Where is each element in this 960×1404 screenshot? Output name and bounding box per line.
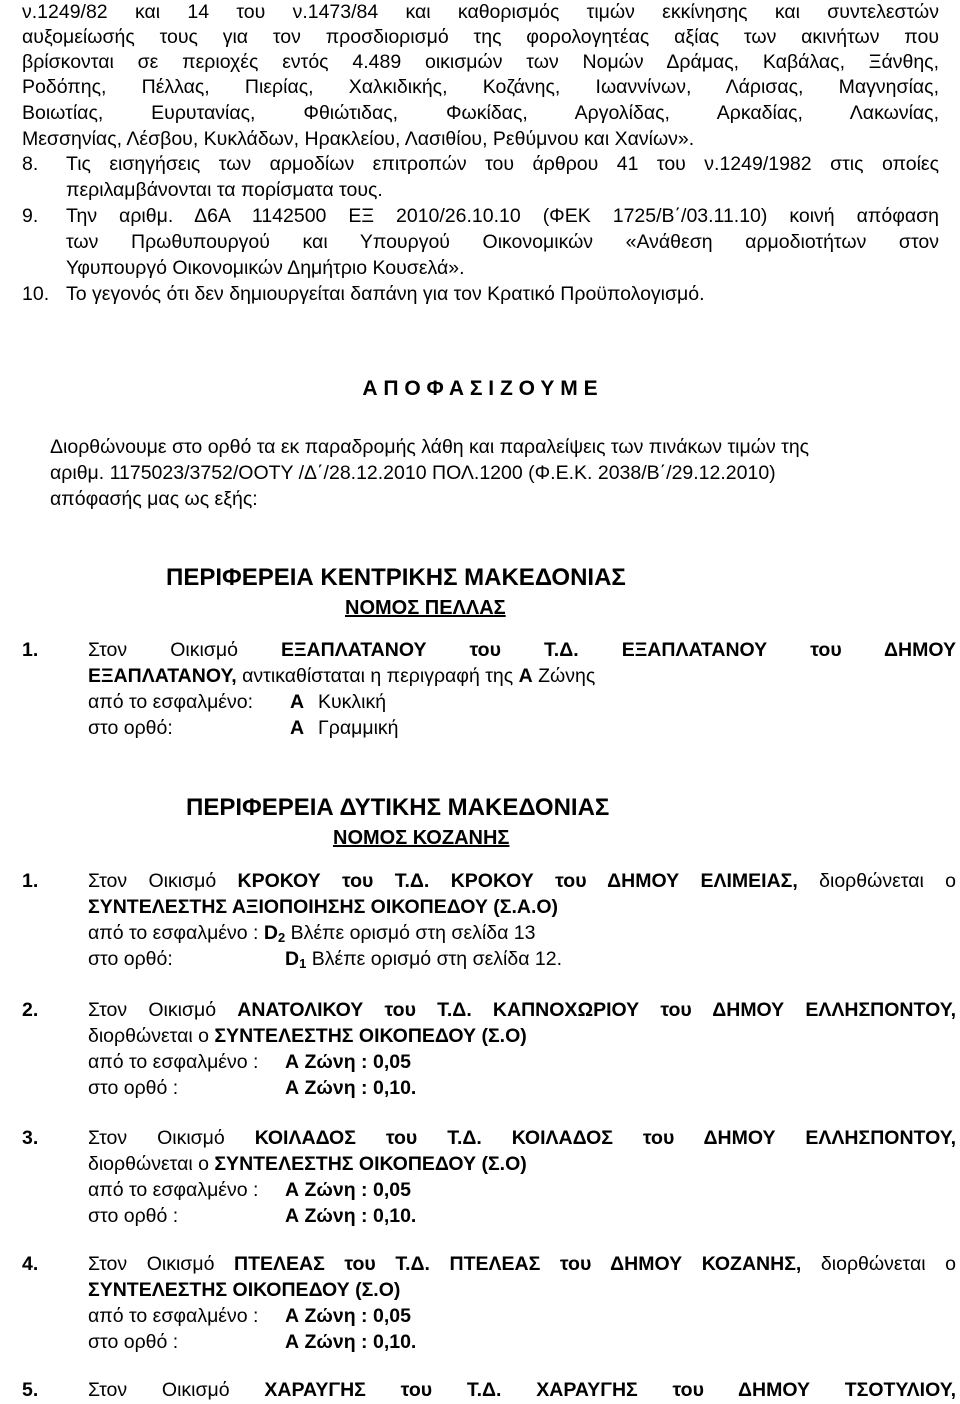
right-value: $D_1$ Βλέπε ορισμό στη σελίδα 12. — [285, 948, 563, 971]
item-text: Το γεγονός ότι δεν δημιουργείται δαπάνη για τον Κρατικό Προϋπολογισμό. — [66, 283, 705, 305]
entry-number: 4. — [22, 1253, 39, 1275]
intro-line: Ροδόπης, Πέλλας, Πιερίας, Χαλκιδικής, Κοζάνης, Ιωαννίνων, Λάρισας, Μαγνησίας, — [22, 76, 939, 98]
decision-text: αριθμ. 1175023/3752/ΟΟΤΥ /Δ΄/28.12.2010 ΠΟΛ.1200 (Φ.Ε.Κ. 2038/Β΄/29.12.2010) — [50, 462, 776, 484]
item-text: περιλαμβάνονται τα πορίσματα τους. — [66, 179, 383, 201]
item-number: 8. — [22, 153, 39, 175]
right-zone: Α — [290, 717, 305, 739]
entry-line: ΣΥΝΤΕΛΕΣΤΗΣ ΟΙΚΟΠΕΔΟΥ (Σ.Ο) — [88, 1279, 401, 1301]
wrong-zone: Α — [290, 691, 305, 713]
entry-number: 1. — [22, 639, 39, 661]
intro-line: Μεσσηνίας, Λέσβου, Κυκλάδων, Ηρακλείου, Λασιθίου, Ρεθύμνου και Χανίων». — [22, 128, 695, 150]
wrong-value: Α Ζώνη : 0,05 — [285, 1179, 411, 1201]
wrong-line: από το εσφαλμένο : $D_2$ Βλέπε ορισμό στη σελίδα 13 — [88, 922, 536, 945]
right-value: Γραμμική — [318, 717, 399, 739]
entry-line: Στον Οικισμό ΚΟΙΛΑΔΟΣ του Τ.Δ. ΚΟΙΛΑΔΟΣ του ΔΗΜΟΥ ΕΛΛΗΣΠΟΝΤΟΥ, — [88, 1127, 957, 1149]
intro-line: ν.1249/82 και 14 του ν.1473/84 και καθορισμός τιμών εκκίνησης και συντελεστών — [22, 1, 939, 23]
item-text: Υφυπουργό Οικονομικών Δημήτριο Κουσελά». — [66, 257, 465, 279]
entry-line: ΕΞΑΠΛΑΤΑΝΟΥ, αντικαθίσταται η περιγραφή της Α Ζώνης — [88, 665, 596, 687]
entry-number: 2. — [22, 999, 39, 1021]
entry-line: Στον Οικισμό ΚΡΟΚΟΥ του Τ.Δ. ΚΡΟΚΟΥ του ΔΗΜΟΥ ΕΛΙΜΕΙΑΣ, διορθώνεται ο — [88, 870, 957, 892]
wrong-label: από το εσφαλμένο : — [88, 1305, 259, 1327]
entry-line: Στον Οικισμό ΑΝΑΤΟΛΙΚΟΥ του Τ.Δ. ΚΑΠΝΟΧΩΡΙΟΥ του ΔΗΜΟΥ ΕΛΛΗΣΠΟΝΤΟΥ, — [88, 999, 956, 1021]
region-title: ΠΕΡΙΦΕΡΕΙΑ ΚΕΝΤΡΙΚΗΣ ΜΑΚΕΔΟΝΙΑΣ — [166, 564, 626, 591]
decision-text: απόφασής μας ως εξής: — [50, 488, 258, 510]
entry-number: 3. — [22, 1127, 39, 1149]
right-value: Α Ζώνη : 0,10. — [285, 1331, 417, 1353]
intro-line: Βοιωτίας, Ευρυτανίας, Φθιώτιδας, Φωκίδας, Αργολίδας, Αρκαδίας, Λακωνίας, — [22, 102, 939, 124]
wrong-value: Α Ζώνη : 0,05 — [285, 1305, 411, 1327]
item-text: Τις εισηγήσεις των αρμοδίων επιτροπών του άρθρου 41 του ν.1249/1982 στις οποίες — [66, 153, 939, 175]
right-value: Α Ζώνη : 0,10. — [285, 1077, 417, 1099]
prefecture-title: ΝΟΜΟΣ ΚΟΖΑΝΗΣ — [333, 827, 510, 849]
item-text: Την αριθμ. Δ6Α 1142500 ΕΞ 2010/26.10.10 (ΦΕΚ 1725/Β΄/03.11.10) κοινή απόφαση — [66, 205, 939, 227]
entry-line: διορθώνεται ο ΣΥΝΤΕΛΕΣΤΗΣ ΟΙΚΟΠΕΔΟΥ (Σ.Ο) — [88, 1025, 527, 1047]
entry-line: ΣΥΝΤΕΛΕΣΤΗΣ ΑΞΙΟΠΟΙΗΣΗΣ ΟΙΚΟΠΕΔΟΥ (Σ.Α.Ο) — [88, 896, 559, 918]
right-value: Α Ζώνη : 0,10. — [285, 1205, 417, 1227]
wrong-value: Α Ζώνη : 0,05 — [285, 1051, 411, 1073]
decision-heading: Α Π Ο Φ Α Σ Ι Ζ Ο Υ Μ Ε — [362, 377, 598, 400]
wrong-label: από το εσφαλμένο : — [88, 1051, 259, 1073]
right-label: στο ορθό : — [88, 1205, 179, 1227]
wrong-label: από το εσφαλμένο : — [88, 1179, 259, 1201]
wrong-value: Κυκλική — [318, 691, 387, 713]
intro-line: βρίσκονται σε περιοχές εντός 4.489 οικισμών των Νομών Δράμας, Καβάλας, Ξάνθης, — [22, 51, 939, 73]
entry-line: διορθώνεται ο ΣΥΝΤΕΛΕΣΤΗΣ ΟΙΚΟΠΕΔΟΥ (Σ.Ο) — [88, 1153, 527, 1175]
prefecture-title: ΝΟΜΟΣ ΠΕΛΛΑΣ — [345, 597, 506, 619]
right-label: στο ορθό : — [88, 1331, 179, 1353]
wrong-label: από το εσφαλμένο: — [88, 691, 254, 713]
entry-number: 1. — [22, 870, 39, 892]
item-number: 9. — [22, 205, 39, 227]
entry-number: 5. — [22, 1379, 39, 1401]
decision-text: Διορθώνουμε στο ορθό τα εκ παραδρομής λάθη και παραλείψεις των πινάκων τιμών της — [50, 436, 810, 458]
intro-line: αυξομείωσής τους για τον προσδιορισμό της φορολογητέας αξίας των ακινήτων που — [22, 26, 939, 48]
right-label: στο ορθό : — [88, 1077, 179, 1099]
right-label: στο ορθό: — [88, 948, 173, 970]
entry-line: Στον Οικισμό ΕΞΑΠΛΑΤΑΝΟΥ του Τ.Δ. ΕΞΑΠΛΑΤΑΝΟΥ του ΔΗΜΟΥ — [88, 639, 956, 661]
item-text: των Πρωθυπουργού και Υπουργού Οικονομικών «Ανάθεση αρμοδιοτήτων στον — [66, 231, 939, 253]
item-number: 10. — [22, 283, 50, 305]
entry-line: Στον Οικισμό ΠΤΕΛΕΑΣ του Τ.Δ. ΠΤΕΛΕΑΣ του ΔΗΜΟΥ ΚΟΖΑΝΗΣ, διορθώνεται ο — [88, 1253, 956, 1275]
region-title: ΠΕΡΙΦΕΡΕΙΑ ΔΥΤΙΚΗΣ ΜΑΚΕΔΟΝΙΑΣ — [186, 794, 610, 821]
entry-line: Στον Οικισμό ΧΑΡΑΥΓΗΣ του Τ.Δ. ΧΑΡΑΥΓΗΣ του ΔΗΜΟΥ ΤΣΟΤΥΛΙΟΥ, — [88, 1379, 956, 1401]
right-label: στο ορθό: — [88, 717, 173, 739]
